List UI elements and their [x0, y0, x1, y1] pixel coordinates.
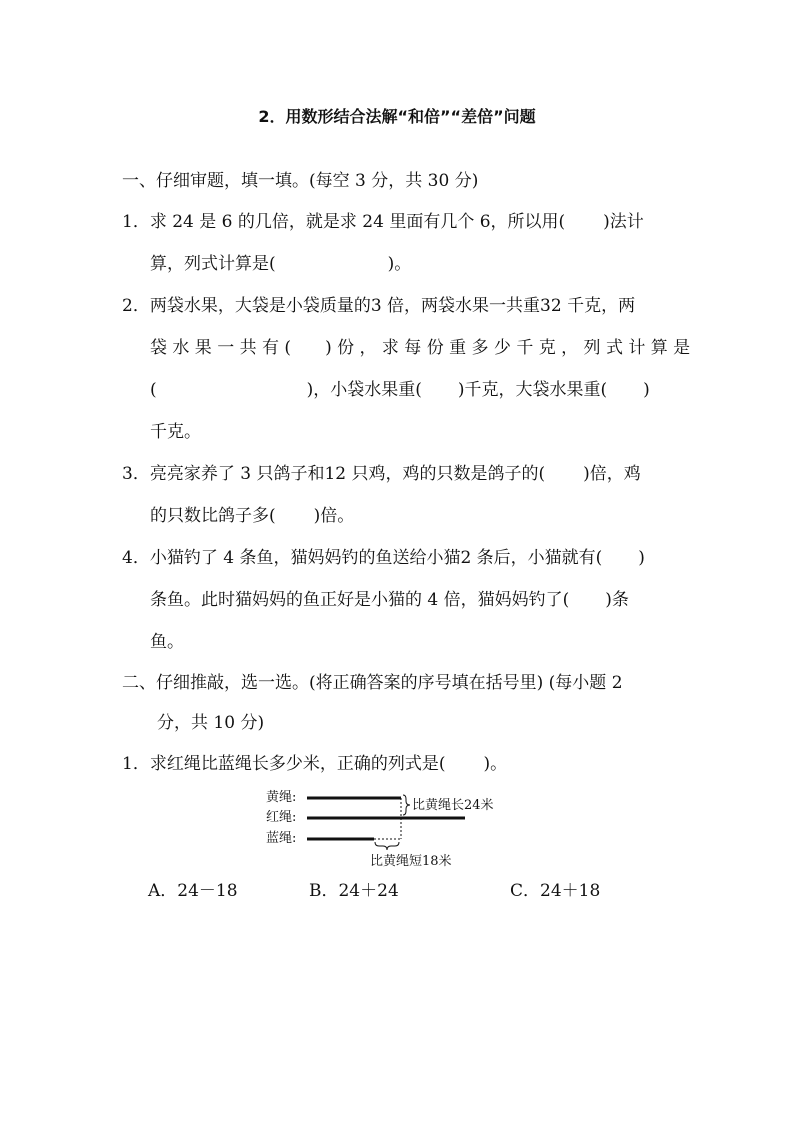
q3-line-2 — [150, 505, 354, 527]
choice-a[interactable]: A．24－18 — [148, 881, 238, 901]
rope-diagram — [264, 784, 494, 869]
label-red-rope: 红绳: — [266, 810, 297, 825]
q2-text-3b: )，小袋水果重( — [306, 380, 422, 400]
q2-line-1: 2．两袋水果，大袋是小袋质量的3 倍，两袋水果一共重32 千克，两 — [122, 296, 636, 316]
choice-c[interactable]: C．24＋18 — [510, 881, 601, 901]
q4-text-1b: ) — [638, 548, 645, 568]
q3-text-1a: 3．亮亮家养了 3 只鸽子和12 只鸡，鸡的只数是鸽子的( — [122, 464, 546, 484]
brace-shorter-icon — [375, 842, 399, 850]
q3-line-1 — [122, 463, 641, 485]
mc1-stem — [122, 753, 507, 775]
label-blue-rope: 蓝绳: — [266, 831, 297, 846]
q2-text-2a: 袋 水 果 一 共 有 ( — [150, 338, 292, 358]
note-longer: 比黄绳长24米 — [412, 798, 494, 813]
q2-text-3d: ) — [643, 380, 650, 400]
q1-text-2b: )。 — [387, 254, 412, 274]
note-shorter: 比黄绳短18米 — [370, 854, 452, 869]
q1-text-1b: )法计 — [603, 212, 644, 232]
q1-line-1 — [122, 211, 644, 233]
q3-text-1b: )倍，鸡 — [583, 464, 641, 484]
q2-text-3a: ( — [150, 380, 157, 400]
q2-text-2b: ) 份 ， 求 每 份 重 多 少 千 克 ， 列 式 计 算 是 — [325, 338, 691, 358]
q2-line-2 — [150, 337, 690, 359]
q4-line-2 — [150, 589, 629, 611]
q4-line-1 — [122, 547, 645, 569]
q3-text-2a: 的只数比鸽子多( — [150, 506, 276, 526]
page-title: 2．用数形结合法解“和倍”“差倍”问题 — [258, 107, 536, 126]
q3-text-2b: )倍。 — [313, 506, 355, 526]
q4-line-3: 鱼。 — [150, 632, 184, 652]
section-2-heading-line-1: 二、仔细推敲，选一选。(将正确答案的序号填在括号里) (每小题 2 — [122, 673, 623, 693]
section-1-heading: 一、仔细审题，填一填。(每空 3 分，共 30 分) — [122, 171, 479, 191]
q4-text-2b: )条 — [605, 590, 629, 610]
mc1-stem-end: )。 — [483, 754, 508, 774]
q1-line-2 — [150, 253, 411, 275]
choice-b[interactable]: B．24＋24 — [309, 881, 399, 901]
q2-line-4: 千克。 — [150, 422, 201, 442]
label-yellow-rope: 黄绳: — [266, 790, 297, 805]
q1-text-1: 1．求 24 是 6 的几倍，就是求 24 里面有几个 6，所以用( — [122, 212, 566, 232]
q4-text-1a: 4．小猫钓了 4 条鱼，猫妈妈钓的鱼送给小猫2 条后，小猫就有( — [122, 548, 603, 568]
q1-text-2a: 算，列式计算是( — [150, 254, 276, 274]
q2-line-3 — [150, 379, 650, 401]
q2-text-3c: )千克，大袋水果重( — [457, 380, 608, 400]
section-2-heading-line-2: 分，共 10 分) — [157, 713, 265, 733]
brace-longer-icon — [403, 795, 410, 815]
mc1-stem-text: 1．求红绳比蓝绳长多少米，正确的列式是( — [122, 754, 446, 774]
q4-text-2a: 条鱼。此时猫妈妈的鱼正好是小猫的 4 倍，猫妈妈钓了( — [150, 590, 570, 610]
